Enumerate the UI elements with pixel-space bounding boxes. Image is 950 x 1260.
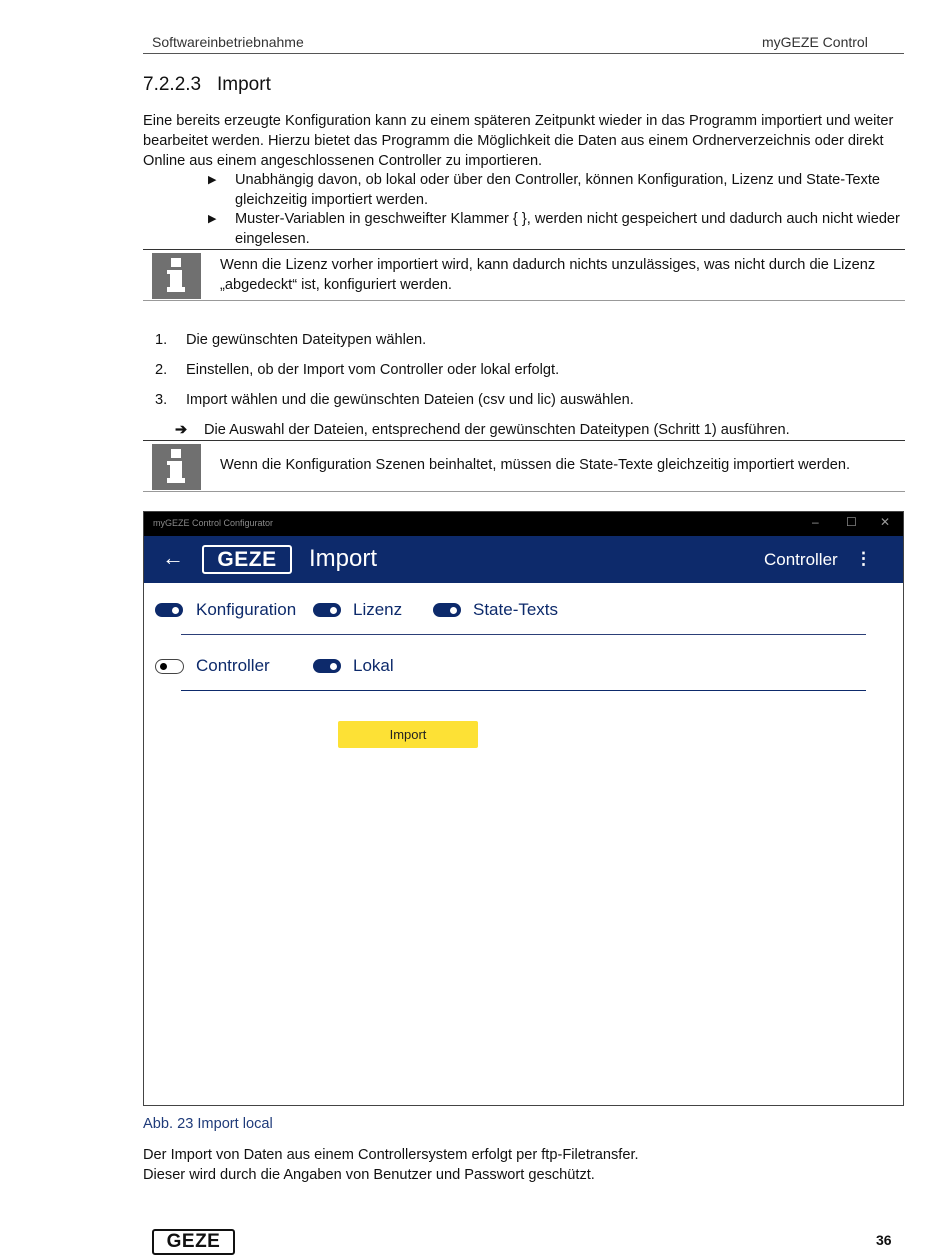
- section-title: Import: [217, 74, 271, 95]
- step-item: 1. Die gewünschten Dateitypen wählen.: [155, 332, 427, 348]
- info-note-text: Wenn die Lizenz vorher importiert wird, kann dadurch nichts unzulässiges, was nicht durch die Lizenz „abgedeckt“ ist, konfiguriert werden.: [220, 257, 876, 293]
- bullet-item: ▶ Unabhängig davon, ob lokal oder über den Controller, können Konfiguration, Lizenz und State-Texte gleichzeitig importiert werden.: [208, 172, 880, 208]
- intro-paragraph: Eine bereits erzeugte Konfiguration kann zu einem späteren Zeitpunkt wieder in das Programm importiert und weiter bearbeitet werden. Hierzu bietet das Programm die Möglichkeit die Daten aus einem Ordnerverzeichnis oder direkt Online aus einem angeschlossenen Controller zu importieren.: [143, 113, 894, 169]
- info-icon: [152, 444, 201, 490]
- toggle-controller[interactable]: [155, 659, 184, 674]
- step-item: 2. Einstellen, ob der Import vom Controller oder lokal erfolgt.: [155, 362, 560, 378]
- info-note-text: Wenn die Konfiguration Szenen beinhaltet, müssen die State-Texte gleichzeitig importiert werden.: [220, 457, 851, 473]
- figure-caption: Abb. 23 Import local: [143, 1116, 273, 1132]
- toggle-state-texts[interactable]: [433, 603, 461, 617]
- divider: [181, 690, 866, 691]
- step-result: ➔ Die Auswahl der Dateien, entsprechend der gewünschten Dateitypen (Schritt 1) ausführen.: [175, 422, 790, 438]
- back-arrow-icon[interactable]: ←: [162, 545, 184, 570]
- toggle-lizenz[interactable]: [313, 603, 341, 617]
- closing-paragraph: Der Import von Daten aus einem Controllersystem erfolgt per ftp-Filetransfer. Dieser wird durch die Angaben von Benutzer und Passwort geschützt.: [143, 1147, 639, 1183]
- header-rule: [143, 53, 904, 54]
- toggle-label: Konfiguration: [196, 600, 297, 619]
- window-titlebar: [144, 512, 903, 536]
- info-icon: [152, 253, 201, 299]
- running-header-left: Softwareinbetriebnahme: [152, 34, 304, 50]
- toggle-label: State-Texts: [473, 600, 559, 619]
- import-button[interactable]: Import: [338, 721, 478, 748]
- step-item: 3. Import wählen und die gewünschten Dateien (csv und lic) auswählen.: [155, 392, 634, 408]
- running-header-right: myGEZE Control: [762, 34, 868, 50]
- section-number: 7.2.2.3: [143, 74, 202, 95]
- toggle-label: Lokal: [353, 656, 394, 675]
- page-number: 36: [876, 1232, 892, 1248]
- toggle-label: Lizenz: [353, 600, 403, 619]
- app-bar: [144, 536, 903, 583]
- toggle-konfiguration[interactable]: [155, 603, 183, 617]
- bullet-item: ▶ Muster-Variablen in geschweifter Klammer { }, werden nicht gespeichert und dadurch auch nicht wieder eingelesen.: [208, 211, 900, 247]
- close-icon[interactable]: ✕: [880, 515, 891, 529]
- triangle-bullet-icon: ▶: [208, 213, 217, 225]
- minimize-icon[interactable]: –: [812, 515, 819, 529]
- section-heading: [143, 74, 271, 96]
- app-window: [143, 511, 904, 1106]
- info-note: [143, 249, 905, 301]
- more-menu-icon[interactable]: ⋮: [855, 549, 872, 568]
- footer-geze-logo: GEZE: [152, 1229, 235, 1255]
- window-title: myGEZE Control Configurator: [153, 518, 274, 528]
- maximize-icon[interactable]: ☐: [846, 515, 857, 529]
- page-title: Import: [309, 545, 378, 572]
- step-list: [155, 330, 634, 420]
- toggle-lokal[interactable]: [313, 659, 341, 673]
- triangle-bullet-icon: ▶: [208, 174, 217, 186]
- bullet-list: [143, 171, 905, 249]
- controller-button[interactable]: Controller: [764, 550, 838, 569]
- geze-logo: GEZE: [202, 545, 292, 574]
- toggle-label: Controller: [196, 656, 270, 675]
- arrow-right-icon: ➔: [175, 422, 188, 438]
- info-note: [143, 440, 905, 492]
- divider: [181, 634, 866, 635]
